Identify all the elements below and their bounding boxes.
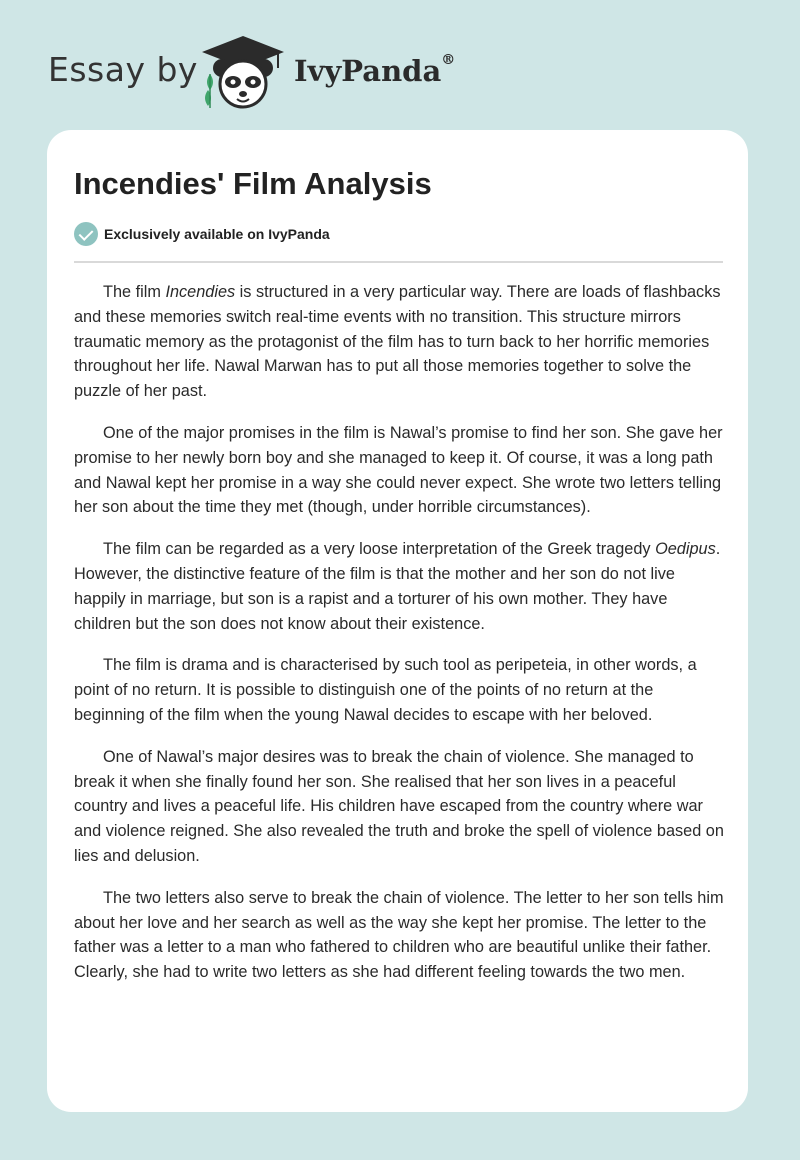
registered-mark: ®	[441, 52, 456, 68]
site-header	[48, 30, 548, 110]
paragraph-text: The film can be regarded as a very loose interpretation of the Greek tragedy	[103, 540, 656, 559]
brand-name[interactable]	[294, 54, 455, 88]
paragraph-text: . However, the distinctive feature of the film is that the mother and her son do not live happily in marriage, but son is a rapist and a torturer of his own mother. They have children but the son does not know about their existence.	[74, 540, 721, 633]
paragraph-2: One of the major promises in the film is Nawal’s promise to find her son. She gave her promise to her newly born boy and she managed to keep it. Of course, it was a long path and Nawal kept her promise in a way she could never expect. She wrote two letters telling her son about the time they met (though, under horrible circumstances).	[74, 423, 723, 517]
paragraph-1	[74, 280, 726, 404]
page-title: Incendies' Film Analysis	[74, 166, 432, 201]
paragraph-5: One of Nawal’s major desires was to break the chain of violence. She managed to break it when she finally found her son. She realised that her son lives in a peaceful country and lives a peaceful life. His children have escaped from the country where war and violence reigned. She also revealed the truth and broke the spell of violence based on lies and delusion.	[74, 747, 724, 865]
panda-logo-icon[interactable]	[200, 34, 286, 110]
paragraph-3	[74, 537, 726, 636]
paragraph-text: The film	[103, 283, 166, 301]
exclusive-badge	[74, 221, 330, 247]
check-icon	[74, 222, 98, 246]
paragraph-6: The two letters also serve to break the chain of violence. The letter to her son tells him about her love and her search as well as the way she kept her promise. The letter to the father was a letter to a man who fathered to children who are beautiful unlike their father. Clearly, she had to write two letters as she had different feeling towards the two men.	[74, 888, 724, 982]
film-title-italic: Incendies	[165, 283, 236, 301]
paragraph-4: The film is drama and is characterised by such tool as peripeteia, in other words, a point of no return. It is possible to distinguish one of the points of no return at the beginning of the film when the young Nawal decides to escape with her beloved.	[74, 656, 697, 724]
article-body	[74, 280, 726, 1002]
divider	[74, 261, 723, 263]
brand-text: IvyPanda	[294, 54, 442, 88]
paragraph-text: is structured in a very particular way. There are loads of flashbacks and these memories switch real-time events with no transition. This structure mirrors traumatic memory as the protagonist of the film has to turn back to her horrific memories throughout her life. Nawal Marwan has to put all those memories together to solve the puzzle of her past.	[74, 283, 721, 401]
article-card	[47, 130, 748, 1112]
essay-by-label: Essay by	[48, 50, 198, 89]
exclusive-label: Exclusively available on IvyPanda	[104, 226, 330, 242]
tragedy-title-italic: Oedipus	[655, 540, 716, 559]
